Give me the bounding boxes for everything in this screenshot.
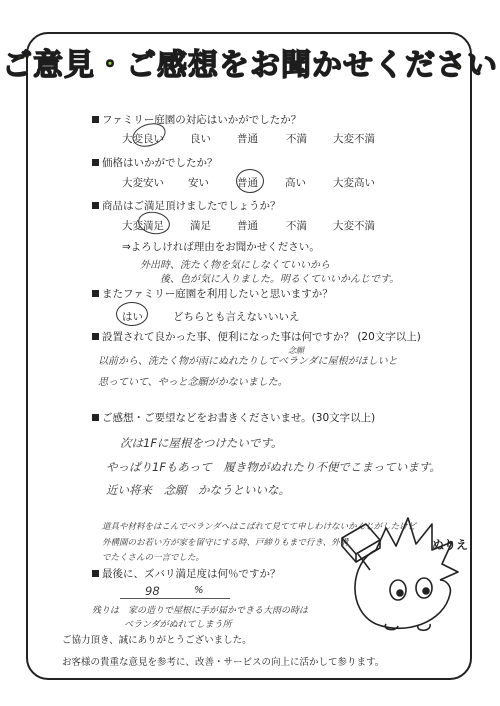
question-6 xyxy=(92,410,375,425)
q2-option[interactable]: 大変高い xyxy=(333,177,375,189)
question-4-text: またファミリー庭園を利用したいと思いますか？ xyxy=(102,288,333,300)
question-3 xyxy=(92,198,281,213)
q3-option[interactable]: 普通 xyxy=(237,220,258,232)
q1-option[interactable]: 良い xyxy=(190,133,211,145)
q6-answer-line: やっぱり1Fもあって 履き物がぬれたり不便でこまっています。 xyxy=(106,460,441,474)
q2-option[interactable]: 高い xyxy=(285,177,306,189)
question-1 xyxy=(92,112,301,127)
q1-option[interactable]: 大変不満 xyxy=(333,133,375,145)
q1-option[interactable]: 普通 xyxy=(237,133,258,145)
q1-option[interactable]: 大変良い xyxy=(122,133,164,145)
q3-option[interactable]: 大変不満 xyxy=(333,220,375,232)
q6-answer-line: 近い将来 念願 かなうといいな。 xyxy=(106,483,290,497)
q3-option[interactable]: 満足 xyxy=(190,220,211,232)
q2-option[interactable]: 大変安い xyxy=(122,177,164,189)
satisfaction-underline xyxy=(120,598,230,599)
q2-option[interactable]: 普通 xyxy=(237,177,258,189)
q7-answer-line: ベランダがぬれてしまう所 xyxy=(124,620,232,630)
q5-answer-line: 以前から、洗たく物が雨にぬれたりしてベランダに屋根がほしいと xyxy=(98,356,398,367)
q5-insert-mark: 念願 xyxy=(288,346,304,355)
q6-extra-line: 外構園のお若い方が家を留守にする時、戸締りもまで行き、外構 xyxy=(102,538,349,548)
footer-note: お客様の貴重な意見を参考に、改善・サービスの向上に活かして参ります。 xyxy=(62,657,385,668)
question-7-text: 最後に、ズバリ満足度は何％ですか？ xyxy=(102,568,281,580)
q4-option[interactable]: どちらとも言えない xyxy=(173,311,268,323)
q6-answer-line: 次は1Fに屋根をつけたいです。 xyxy=(120,436,283,450)
nurie-label: ぬりえ xyxy=(432,538,469,552)
question-2-text: 価格はいかがでしたか？ xyxy=(102,157,218,169)
q2-selection-mark xyxy=(236,169,264,193)
q7-answer-line: 残りは 家の造りで屋根に手が届かできる大雨の時は xyxy=(92,606,309,616)
q4-option[interactable]: いいえ xyxy=(268,311,300,323)
mascot-illustration xyxy=(336,510,469,635)
question-1-text: ファミリー庭園の対応はいかがでしたか？ xyxy=(102,114,302,126)
q5-answer-line: 思っていて、やっと念願がかないました。 xyxy=(98,377,288,388)
question-5-text: 設置されて良かった事、便利になった事は何ですか？ (20文字以上) xyxy=(102,331,421,343)
q3-option[interactable]: 大変満足 xyxy=(122,220,164,232)
q4-selection-mark xyxy=(116,302,148,326)
q6-extra-line: 道具や材料をはこんでベランダへはこばれて見てて申しわけないかんじがしたけど xyxy=(102,522,417,532)
footer-thanks: ご協力頂き、誠にありがとうございました。 xyxy=(62,635,252,646)
q6-extra-line: でたくさんの一言でした。 xyxy=(102,553,205,563)
q1-option[interactable]: 不満 xyxy=(286,133,307,145)
question-4 xyxy=(92,286,333,301)
satisfaction-value: 98 xyxy=(145,584,160,598)
q3-answer-line: 後、色が気に入りました。明るくていいかんじです。 xyxy=(160,274,400,285)
question-2 xyxy=(92,155,218,170)
question-3-text: 商品はご満足頂けましたでしょうか？ xyxy=(102,200,281,212)
q3-answer-line: 外出時、洗たく物を気にしなくていいから xyxy=(140,260,330,271)
q3-reason-prompt: ⇒よろしければ理由をお聞かせください。 xyxy=(122,241,320,253)
q2-option[interactable]: 安い xyxy=(188,177,209,189)
q3-option[interactable]: 不満 xyxy=(286,220,307,232)
survey-title: ご意見・ご感想をお聞かせください xyxy=(2,48,498,83)
question-7 xyxy=(92,566,281,581)
question-6-text: ご感想・ご要望などをお書きくださいませ。(30文字以上) xyxy=(102,412,376,424)
question-5 xyxy=(92,329,421,344)
satisfaction-unit: % xyxy=(194,585,204,596)
q4-option[interactable]: はい xyxy=(122,311,143,323)
